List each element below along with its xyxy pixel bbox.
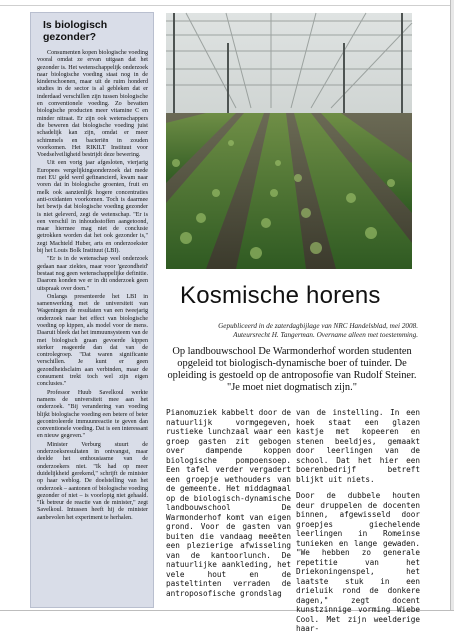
article-lead: Op landbouwschool De Warmonderhof worden studenten opgeleid tot biologisch-dynamische boer of tuinder. De opleiding is gestoeld op de antroposofie van Rudolf Steiner. "Je moet niet dogmatisch zijn." — [167, 346, 417, 393]
sidebar-paragraph: Professor Huub Savelkoul werkte namens de universiteit mee aan het onderzoek. "Bij verandering van voeding blijkt biologische voeding een betere of beter gecontroleerde immuunreactie te geven dan conventionele voeding. Dat is een interessant en nieuw gegeven." — [37, 389, 148, 440]
sidebar-paragraph: Uit een vorig jaar afgesloten, vierjarig Europees vergelijkingsonderzoek dat mede met EU geld werd gefinancierd, kwam naar voren dat in biologische groenten, fruit en melk ook aanzienlijk hogere concentraties anti-oxidanten voorkomen. Toch is daarmee het bewijs dat biologische voeding gezonder is niet geleverd, zegt de wetenschap. "Er is een verschil in inhoudsstoffen aangetoond, maar hiermee mag niet de conclusie getrokken worden dat het ook gezonder is," zegt Machteld Huber, arts en onderzoekster bij het Louis Bolk Instituut (LBI). — [37, 160, 148, 255]
sidebar-paragraph: Minister Verburg stuurt de onderzoeksresultaten in ontvangst, maar deelde het enthousiasme van de onderzoekers niet. "Ik had op meer duidelijkheid gerekend," schrijft de minister op haar weblog. De doelstelling van het onderzoek – aantonen of biologische voeding gezonder of niet – is voorlopig niet gehaald. "Ik betreur de reactie van de minister," zegt Savelkoul. Intussen heeft hij de minister aanbevolen het experiment te herhalen. — [37, 441, 148, 521]
article-headline: Kosmische horens — [180, 282, 381, 309]
sidebar-paragraph: "Er is in de wetenschap veel onderzoek gedaan naar ziektes, maar voor 'gezondheid' bestaat nog geen wetenschappelijke definitie. Daarom konden we er in dit onderzoek geen uitspraak over doen." — [37, 256, 148, 292]
article-paragraph: van de instelling. In een hoek staat een glazen kastje met kopeeren en stenen beeldjes, gemaakt door leerlingen van de school. Dat het hier een boerenbedrijf betreft blijkt uit niets. — [296, 408, 420, 484]
article-source — [166, 322, 418, 339]
page-scrollbar-edge — [450, 0, 454, 622]
article-paragraph: Door de dubbele houten deur druppelen de docenten binnen, afgewisseld door groepjes giechelende leerlingen in Romeinse tunieken en lange gewaden. "We hebben zo generale repetitie van het Driekoningenspel, het laatste stuk in een drieluik rond de donkere dagen," zegt docent kunstzinnige vorming Wiebe Cool. Met zijn weelderige haar- — [296, 491, 420, 633]
article-column-2 — [296, 408, 420, 633]
sidebar-box — [30, 12, 154, 608]
sidebar-paragraph: Onlangs presenteerde het LBI in samenwerking met de universiteit van Wageningen de resultaten van een tweejarig onderzoek naar het effect van biologische voeding op kippen, als model voor de mens. Daaruit bleek dat het immuunsysteem van de met biologisch graan gevoerde kippen sterker reageerde dan dat van de controlegroep. "Dat waren significante verschillen. Je kunt er geen gezondheidsclaim aan verbinden, maar de consument trekt toch wel zijn eigen conclusies." — [37, 293, 148, 388]
source-line: Auteursrecht H. Tangerman. Overname alleen met toestemming. — [233, 330, 418, 339]
article-paragraph: Pianomuziek kabbelt door de natuurlijk vormgegeven, rustieke lunchzaal waar een groep gasten zit gebogen over dampende koppen biologische pompoensoep. Een tafel verder vergadert een groepje wethouders van de gemeente. Het middagmaal op de biologisch-dynamische landbouwschool De Warmonderhof komt van eigen grond. Voor de gasten van buiten die vandaag meeëten een plezierige afwisseling van de kantoorlunch. De natuurlijke aankleding, het vele hout en de pasteltinten verraden de antroposofische grondslag — [166, 408, 291, 598]
source-line: Gepubliceerd in de zaterdagbijlage van NRC Handelsblad, mei 2008. — [218, 322, 418, 330]
greenhouse-illustration — [166, 13, 412, 269]
article-column-1 — [166, 408, 291, 598]
page-top-edge — [0, 0, 454, 6]
sidebar-paragraph: Consumenten kopen biologische voeding vooral omdat ze ervan uitgaan dat het gezonder is. Het wetenschappelijk onderzoek naar biologische voeding staat nog in de kinderschoenen, maar uit de ruim honderd studies in de sector is al gebleken dat er inderdaad verschillen zijn tussen biologische en conventionele voeding. Zo bevatten biologische producten meer vitamine C en minder nitraat. Er zijn ook wetenschappers die beweren dat biologische voeding juist schadelijk kan zijn, omdat er meer schimmels en bacteriën in zouden voorkomen. Het RIKILT Instituut voor Voedselveiligheid bestrijdt deze bewering. — [37, 50, 148, 159]
greenhouse-photo — [166, 13, 412, 269]
sidebar-title: Is biologisch gezonder? — [43, 19, 108, 43]
